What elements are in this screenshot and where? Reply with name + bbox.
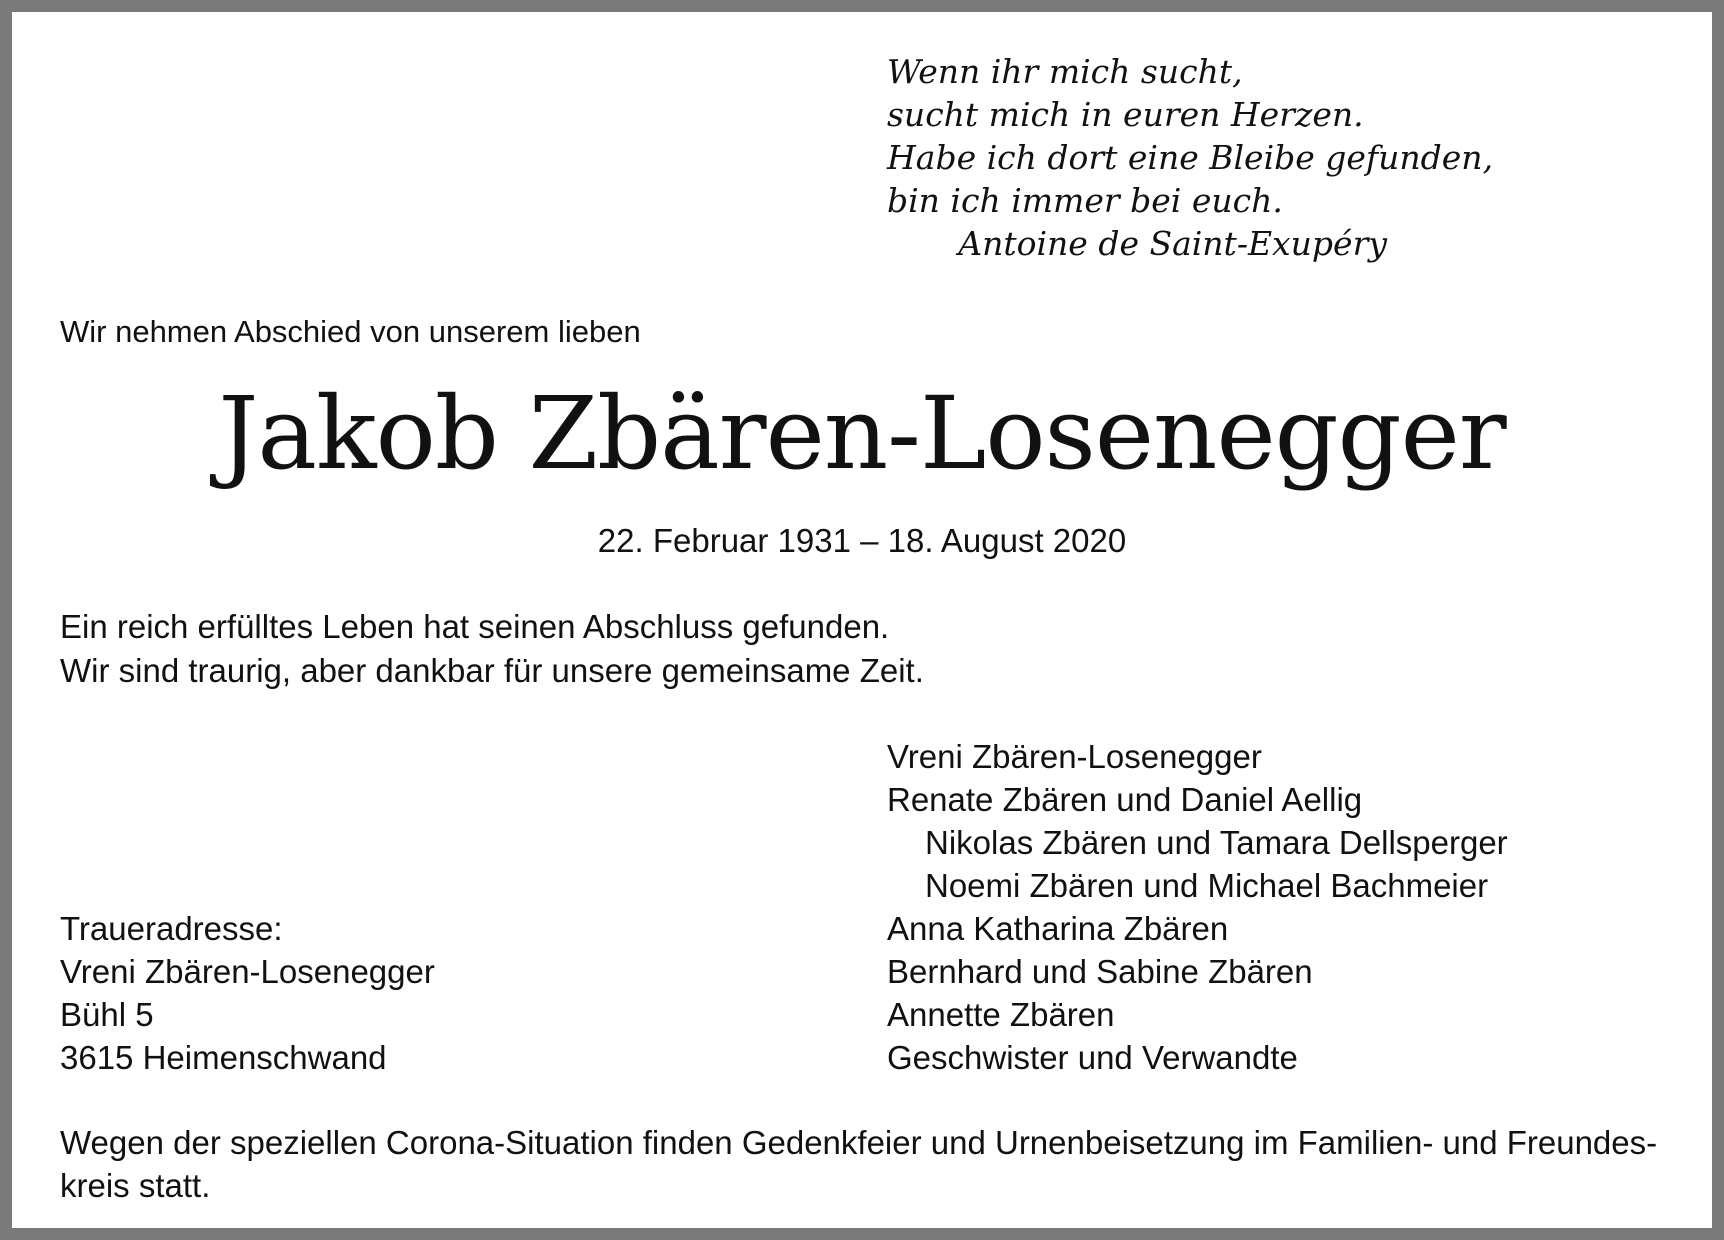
life-dates: 22. Februar 1931 – 18. August 2020 [597,522,1127,559]
quote-line: Wenn ihr mich sucht, [887,52,1243,91]
mourner-name: Renate Zbären und Daniel Aellig [887,781,1363,818]
quote-line: sucht mich in euren Herzen. [887,95,1364,134]
obituary-page [12,12,1712,1228]
address-name: Vreni Zbären-Losenegger [60,953,435,990]
message-line: Wir sind traurig, aber dankbar für unsere gemeinsame Zeit. [60,652,924,689]
ceremony-notice [60,1121,1680,1207]
notice-line: kreis statt. [60,1167,211,1204]
deceased-name: Jakob Zbären-Losenegger [218,375,1506,492]
address-city: 3615 Heimenschwand [60,1039,387,1076]
notice-line: Wegen der speziellen Corona-Situation finden Gedenkfeier und Urnenbeisetzung im Familien- und Freundes- [60,1124,1658,1161]
mourner-name: Nikolas Zbären und Tamara Dellsperger [925,824,1508,861]
mourner-name: Noemi Zbären und Michael Bachmeier [925,867,1489,904]
mourner-name: Bernhard und Sabine Zbären [887,953,1313,990]
message-line: Ein reich erfülltes Leben hat seinen Abschluss gefunden. [60,608,890,645]
address-street: Bühl 5 [60,996,154,1033]
quote-author: Antoine de Saint-Exupéry [958,224,1387,263]
mourning-address [60,907,435,1079]
farewell-message [60,605,924,693]
quote-line: Habe ich dort eine Bleibe gefunden, [887,138,1494,177]
mourner-name: Anna Katharina Zbären [887,910,1229,947]
poem-quote [887,50,1507,265]
mourner-name: Annette Zbären [887,996,1115,1033]
farewell-intro: Wir nehmen Abschied von unserem lieben [60,314,641,349]
mourners-list [887,735,1508,1079]
mourner-name: Vreni Zbären-Losenegger [887,738,1262,775]
address-label: Traueradresse: [60,910,283,947]
quote-line: bin ich immer bei euch. [887,181,1283,220]
mourner-name: Geschwister und Verwandte [887,1039,1298,1076]
